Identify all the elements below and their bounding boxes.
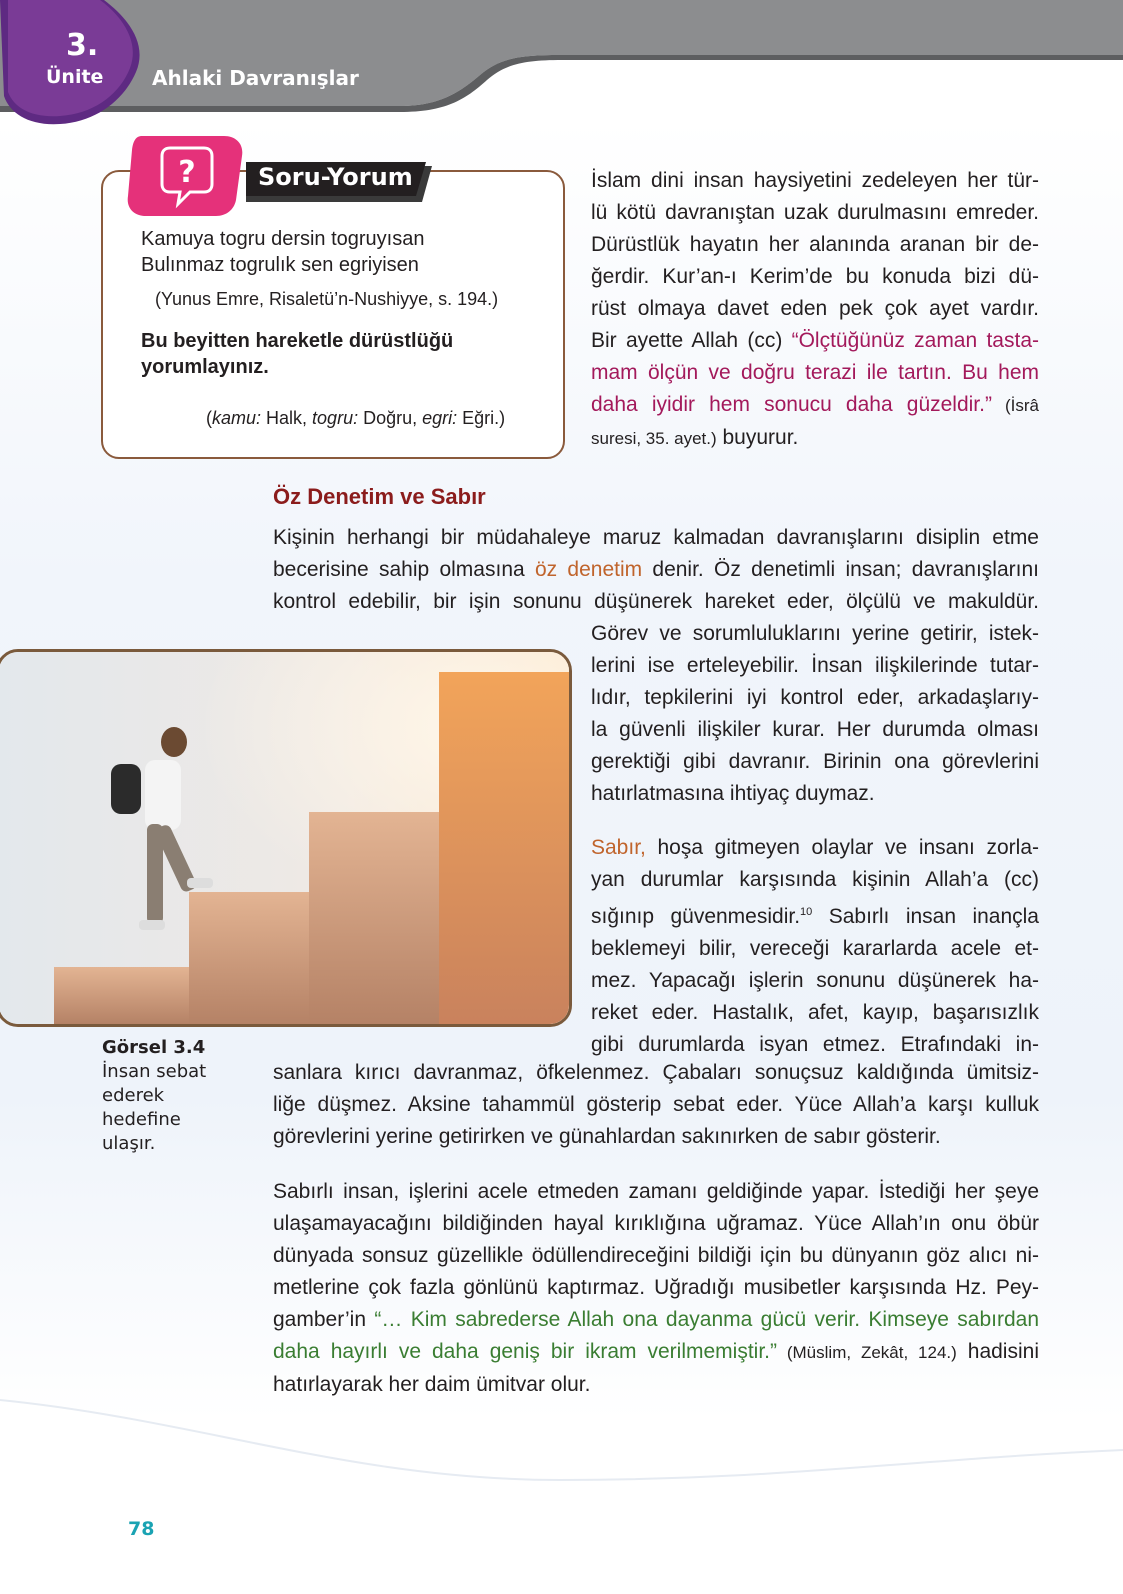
paragraph-patience-bottom: sanlara kırıcı davranmaz, öfkelenmez. Çabaları sonuçsuz kaldığında ümitsiz- liğe düşmez. Aksine tahammül gösterip sebat eder. Yüce Allah’a karşı kulluk görevlerini yerine getirirken ve günahlardan sakınırken de sabır gösterir. bbox=[273, 1061, 1039, 1148]
term-oz-denetim: öz denetim bbox=[534, 558, 643, 581]
figure-label: Görsel 3.4 bbox=[102, 1037, 206, 1058]
verse-line-2: Bulınmaz togrulık sen egriyisen bbox=[141, 254, 419, 276]
paragraph-honesty: İslam dini insan haysiyetini zedeleyen her tür- lü kötü davranıştan uzak durulmasını emreder. Dürüstlük hayatın her alanında aranan bir de- ğerdir. Kur’an-ı Kerim’de bu konuda bizi dü- rüst olmaya davet eden pek çok ayet vardır. Bir ayette Allah (cc) “Ölçtüğünüz zaman tasta- mam ölçün ve doğru terazi ile tartın. Bu hem daha iyidir hem sonucu daha güzeldir.” (İsrâ suresi, 35. ayet.) buyurur. bbox=[591, 169, 1039, 449]
header-title: Ahlaki Davranışlar bbox=[152, 66, 359, 90]
verse-line-1: Kamuya togru dersin togruyısan bbox=[141, 228, 425, 250]
verse-quote: “Ölçtüğünüz zaman tasta- bbox=[791, 329, 1039, 352]
page-number: 78 bbox=[128, 1518, 155, 1540]
paragraph-self-control-top: Kişinin herhangi bir müdahaleye maruz kalmadan davranışlarını disiplin etme becerisine sahip olmasına öz denetim denir. Öz denetimli insan; davranışlarını kontrol edebilir, bir işin sonunu düşünerek hareket eder, ölçülü ve makuldür. bbox=[273, 526, 1039, 613]
term-sabir: Sabır, bbox=[591, 836, 646, 859]
unit-number: 3. bbox=[66, 28, 99, 63]
figure-photo bbox=[0, 649, 572, 1027]
figure-caption: Görsel 3.4 İnsan sebat ederek hedefine ulaşır. bbox=[102, 1037, 207, 1154]
glossary: (kamu: Halk, togru: Doğru, egri: Eğri.) bbox=[206, 408, 506, 428]
section-heading: Öz Denetim ve Sabır bbox=[273, 484, 486, 509]
paragraph-patience-right: Sabır, hoşa gitmeyen olaylar ve insanı zorla- yan durumlar karşısında kişinin Allah’a (cc) sığınıp güvenmesidir.$^{10}$ Sabırlı insan inançla beklemeyi bilir, vereceği kararlarda acele et- mez. Yapacağı işlerin sonunu düşünerek ha- reket eder. Hastalık, afet, kayıp, başarısızlık gibi durumlarda isyan etmez. Etrafındaki in- bbox=[591, 836, 1039, 1056]
paragraph-patient-person: Sabırlı insan, işlerini acele etmeden zamanı geldiğinde yapar. İstediği her şeye ulaşamayacağını bildiğinden hayal kırıklığına uğramaz. Yüce Allah’ın onu öbür dünyada sonsuz güzellikle ödüllendireceğini bildiği için bu dünyanın göz alıcı ni- metlerine çok fazla gönlünü kaptırmaz. Uğradığı musibetler karşısında Hz. Pey- gamber’in “… Kim sabrederse Allah ona dayanma gücü verir. Kimseye sabırdan daha hayırlı ve daha geniş bir ikram verilmemiştir.” (Müslim, Zekât, 124.) hadisini hatırlayarak her daim ümitvar olur. bbox=[273, 1180, 1040, 1396]
soru-yorum-title: Soru-Yorum bbox=[258, 163, 413, 191]
soru-yorum-question: Bu beyitten hareketle dürüstlüğü yorumlayınız. bbox=[141, 330, 454, 378]
unit-label: Ünite bbox=[46, 66, 104, 88]
verse-source: (Yunus Emre, Risaletü’n-Nushiyye, s. 194.) bbox=[155, 289, 499, 309]
question-bubble-icon bbox=[124, 130, 248, 218]
header-band bbox=[0, 0, 1123, 130]
unit-badge bbox=[0, 0, 150, 128]
svg-text:?: ? bbox=[178, 155, 196, 190]
footer-wave bbox=[0, 1380, 1123, 1594]
paragraph-self-control-right: Görev ve sorumluluklarını yerine getirir, istek- lerini ise erteleyebilir. İnsan ilişkilerinde tutar- lıdır, tepkilerini iyi kontrol eder, arkadaşlarıy- la güvenli ilişkiler kurar. Her durumda olması gerektiği gibi davranır. Birinin ona görevlerini hatırlatmasına ihtiyaç duymaz. bbox=[591, 622, 1039, 805]
hadith-quote: “… Kim sabrederse Allah ona dayanma gücü verir. Kimseye sabırdan bbox=[374, 1308, 1040, 1331]
